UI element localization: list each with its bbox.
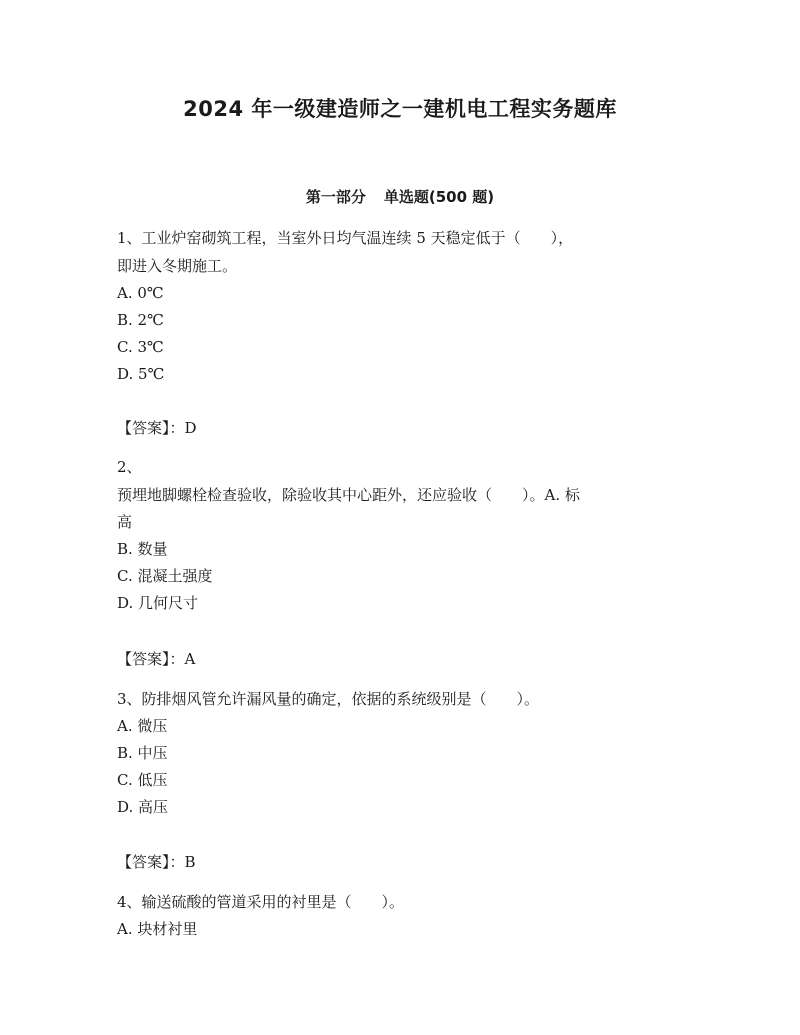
answer-value: A [184, 650, 196, 668]
answer-value: B [184, 853, 196, 871]
question-stem: 1、工业炉窑砌筑工程，当室外日均气温连续 5 天稳定低于（ ）， [117, 229, 574, 247]
option-c: C. 3℃ [117, 338, 164, 356]
option-a: A. 块材衬里 [117, 920, 198, 938]
option-b: B. 中压 [117, 744, 168, 762]
option-a: A. 微压 [117, 717, 168, 735]
question-stem: 高 [117, 513, 133, 531]
question-stem: 3、防排烟风管允许漏风量的确定，依据的系统级别是（ ）。 [117, 690, 540, 708]
option-b: B. 数量 [117, 540, 168, 558]
answer-label: 【答案】： [117, 419, 185, 437]
option-d: D. 几何尺寸 [117, 594, 199, 612]
answer-label: 【答案】： [117, 650, 185, 668]
answer-label: 【答案】： [117, 853, 185, 871]
option-c: C. 混凝土强度 [117, 567, 213, 585]
option-a: A. 0℃ [117, 284, 164, 302]
answer-line [117, 418, 197, 438]
option-b: B. 2℃ [117, 311, 164, 329]
question-stem: 即进入冬期施工。 [117, 257, 238, 275]
section-title [0, 186, 800, 207]
question-stem: 预埋地脚螺栓检查验收，除验收其中心距外，还应验收（ ）。A. 标 [117, 486, 580, 504]
section-name: 单选题(500 题) [383, 188, 495, 206]
answer-line [117, 649, 195, 669]
question-stem: 2、 [117, 458, 142, 476]
option-d: D. 5℃ [117, 365, 165, 383]
option-d: D. 高压 [117, 798, 169, 816]
page-title: 2024 年一级建造师之一建机电工程实务题库 [183, 97, 617, 121]
section-part: 第一部分 [305, 188, 366, 206]
answer-value: D [184, 419, 197, 437]
answer-line [117, 852, 196, 872]
question-stem: 4、输送硫酸的管道采用的衬里是（ ）。 [117, 893, 405, 911]
option-c: C. 低压 [117, 771, 168, 789]
